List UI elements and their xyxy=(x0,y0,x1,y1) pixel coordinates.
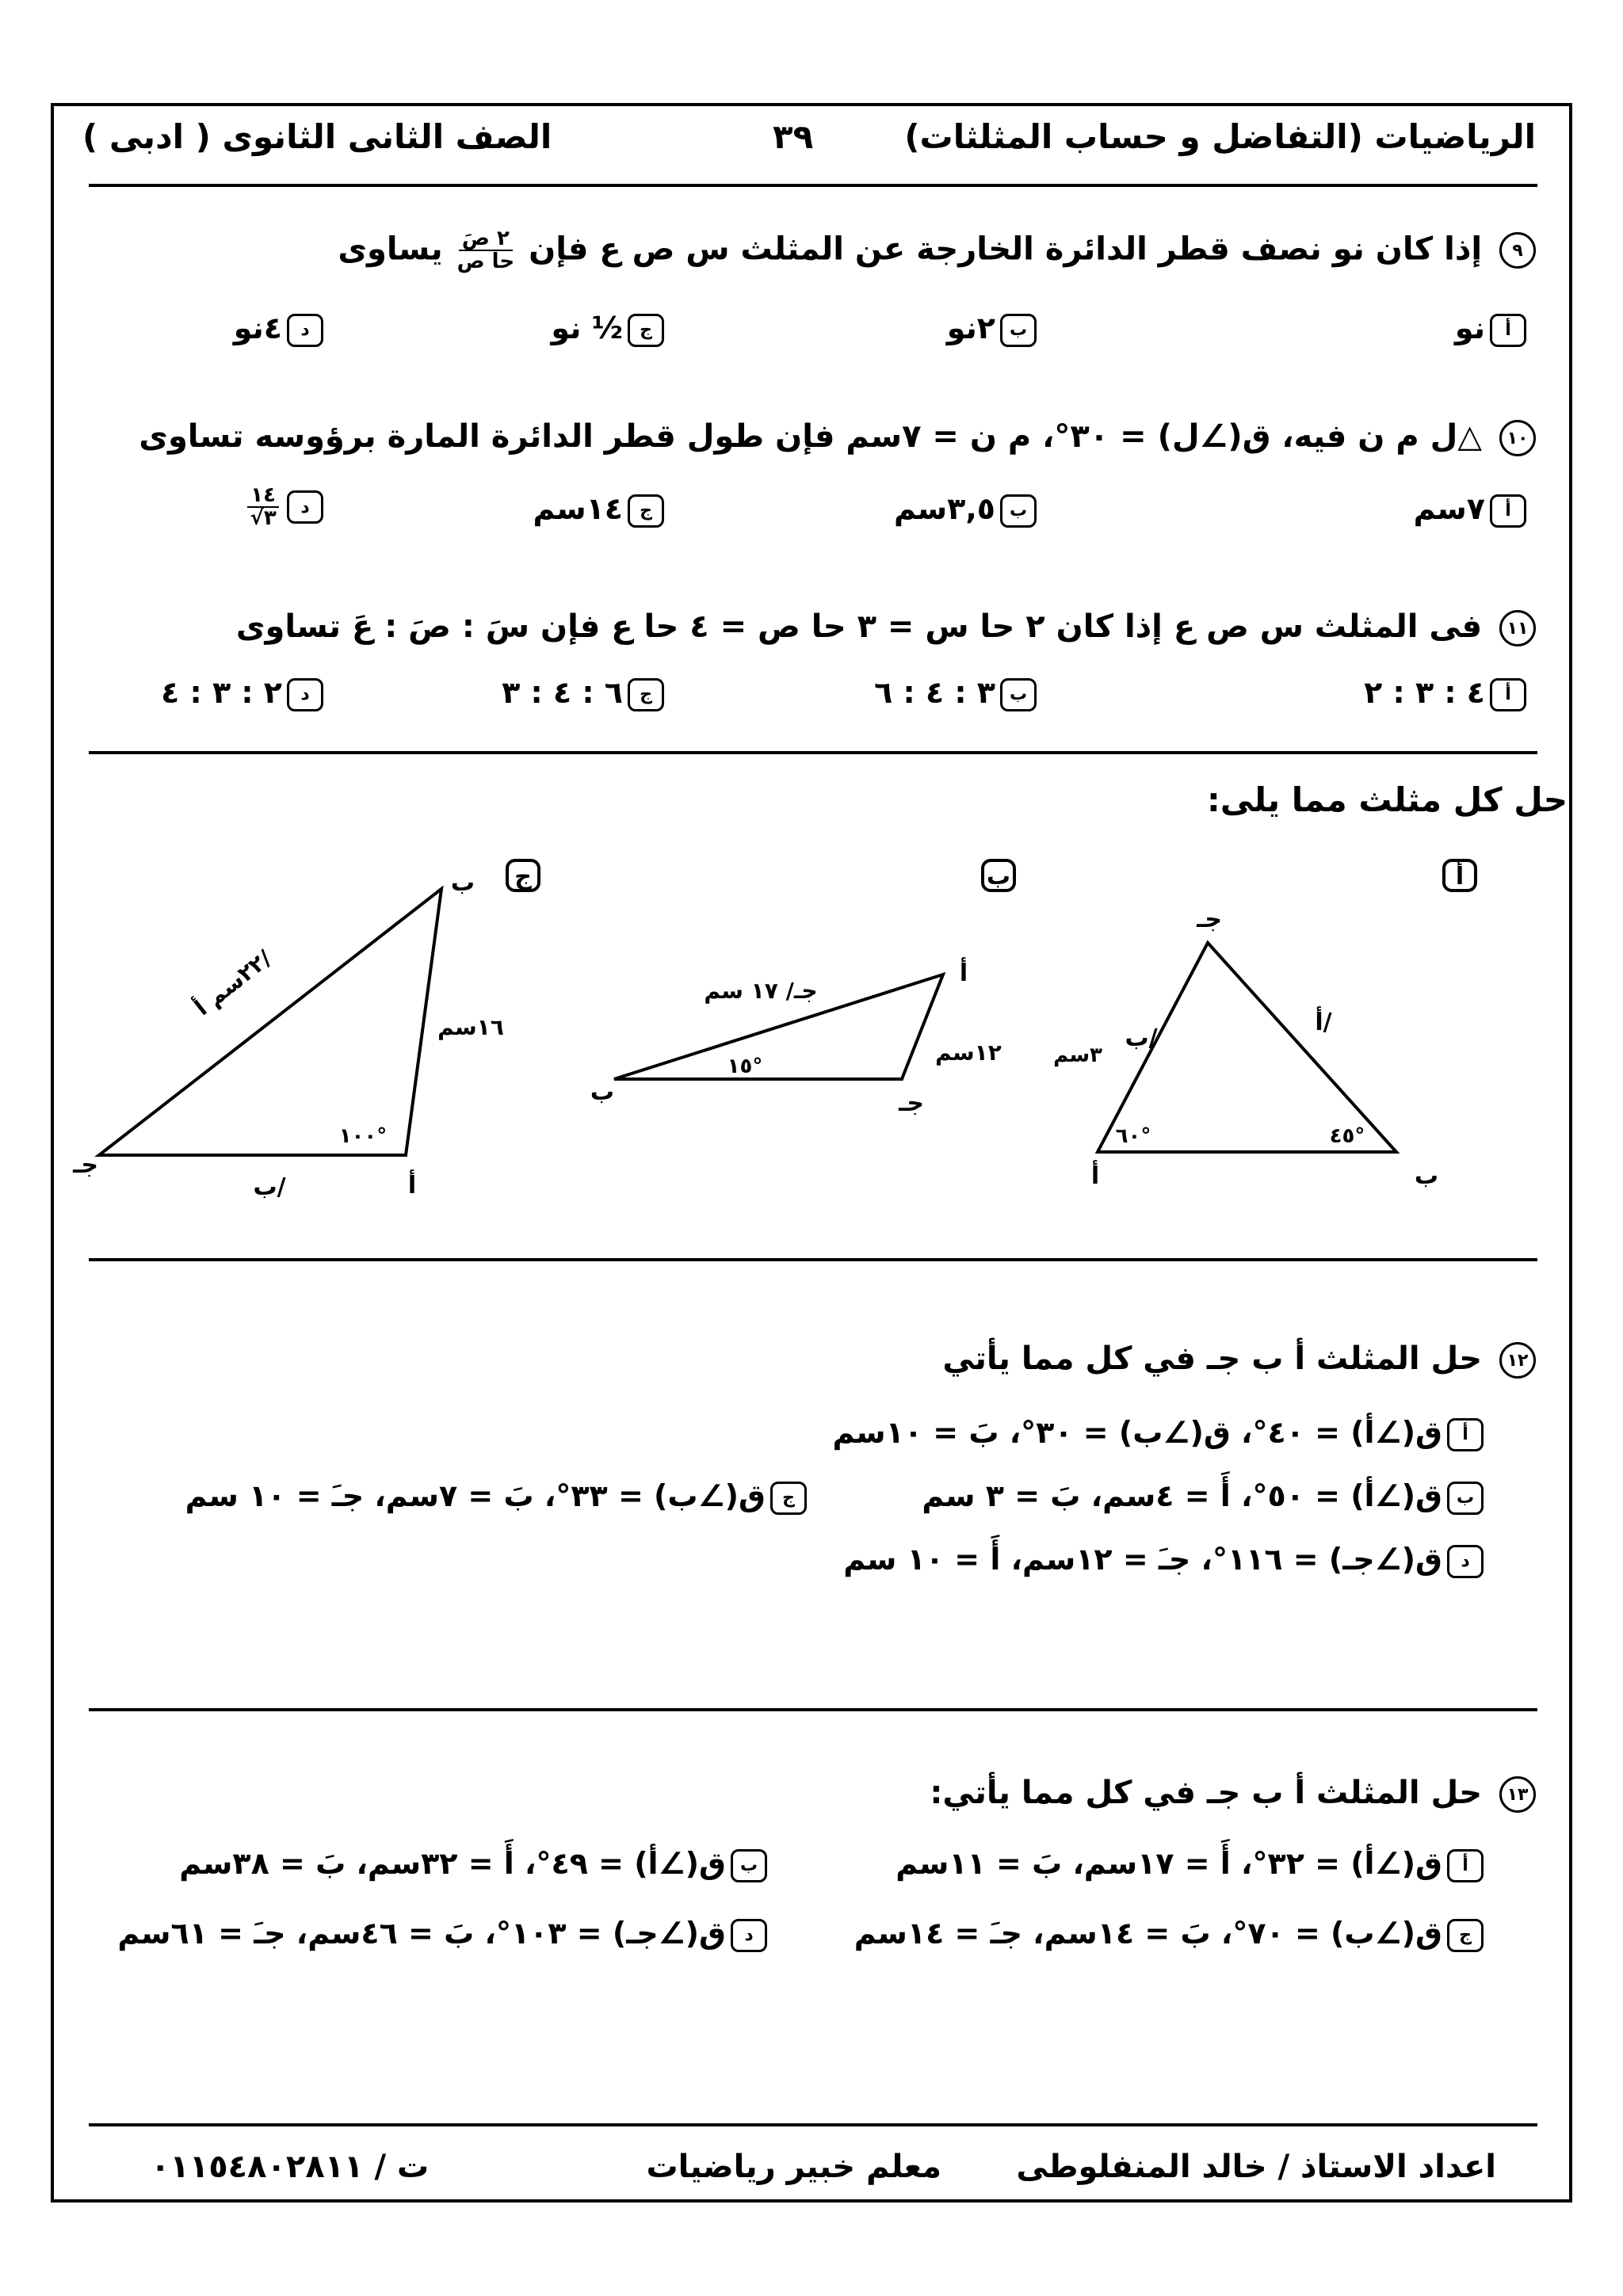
option-label: د xyxy=(287,678,323,711)
option-label: د xyxy=(287,314,323,347)
tri-b-angle: ١٥° xyxy=(727,1055,763,1078)
footer-divider xyxy=(89,2123,1537,2126)
tri-a-vertex-top: جـ xyxy=(1197,906,1222,933)
option-label: ب xyxy=(1000,494,1037,528)
footer-author: اعداد الاستاذ / خالد المنفلوطى xyxy=(1016,2149,1496,2185)
question-text: △ل م ن فيه، ق(∠ل) = ٣٠°، م ن = ٧سم فإن طول قطر الدائرة المارة برؤوسه تساوى xyxy=(139,418,1483,455)
fraction-numerator: ٢ صَ xyxy=(459,228,513,251)
part-text: ق(∠أ) = ٥٠°، أَ = ٤سم، بَ = ٣ سم xyxy=(922,1478,1442,1513)
header-grade: الصف الثانى الثانوى ( ادبى ) xyxy=(82,117,552,156)
option-text: ٣ : ٤ : ٦ xyxy=(874,675,995,710)
part-label: د xyxy=(731,1919,767,1952)
q11-option-c[interactable] xyxy=(502,675,664,711)
tri-a-side-left: ب/ xyxy=(1125,1024,1158,1052)
option-text: ½ نو xyxy=(551,311,623,345)
question-text: فى المثلث س ص ع إذا كان ٢ حا س = ٣ حا ص = ٤ حا ع فإن سَ : صَ : عَ تساوى xyxy=(235,608,1483,645)
question-title: حل المثلث أ ب جـ في كل مما يأتي: xyxy=(930,1775,1483,1811)
header-subject: الرياضيات (التفاضل و حساب المثلثات) xyxy=(904,117,1536,156)
part-label: أ xyxy=(1447,1418,1484,1451)
tri-a-vertex-right: ب xyxy=(1414,1162,1439,1190)
q9-option-b[interactable] xyxy=(947,311,1037,347)
label-a: أ xyxy=(1455,863,1465,891)
question-11 xyxy=(236,608,1536,646)
part-label: ج xyxy=(770,1482,807,1515)
q13-part-a xyxy=(896,1846,1484,1882)
question-number: ١٣ xyxy=(1499,1776,1536,1813)
question-number: ٩ xyxy=(1499,232,1536,269)
tri-c-vertex-top: ب xyxy=(450,869,475,897)
q11-option-a[interactable] xyxy=(1364,675,1526,711)
question-13 xyxy=(930,1775,1536,1813)
option-label: أ xyxy=(1490,314,1526,347)
q10-option-a[interactable] xyxy=(1414,491,1526,528)
option-text: ٢نو xyxy=(946,311,995,345)
tri-b-vertex-right: أ xyxy=(959,959,968,987)
triangles-title: حل كل مثلث مما يلى: xyxy=(1206,780,1568,819)
tri-b-side-top: جـ/ ١٧ سم xyxy=(704,978,818,1004)
section-divider xyxy=(89,1258,1537,1261)
triangle-c xyxy=(99,889,441,1155)
part-text: ق(∠ب) = ٧٠°، بَ = ١٤سم، جـَ = ١٤سم xyxy=(854,1916,1442,1951)
tri-c-side-bottom: ب/ xyxy=(253,1173,286,1201)
tri-c-vertex-right: أ xyxy=(407,1172,417,1199)
section-divider xyxy=(89,751,1537,754)
option-label: ب xyxy=(1000,314,1037,347)
tri-a-vertex-left: أ xyxy=(1090,1162,1100,1190)
tri-a-angle-left: ٦٠° xyxy=(1115,1124,1151,1148)
question-number: ١٠ xyxy=(1499,420,1536,456)
q10-option-c[interactable] xyxy=(533,491,664,528)
page-number: ٣٩ xyxy=(773,117,814,156)
q12-part-d xyxy=(843,1542,1484,1578)
question-number: ١١ xyxy=(1499,610,1536,646)
fraction xyxy=(247,485,279,530)
q12-part-b xyxy=(922,1478,1484,1515)
part-label: د xyxy=(1447,1545,1484,1578)
question-title: حل المثلث أ ب جـ في كل مما يأتي xyxy=(942,1341,1483,1377)
option-text: ١٤سم xyxy=(533,491,623,526)
option-text: ٢ : ٣ : ٤ xyxy=(161,675,282,710)
option-label: ج xyxy=(628,314,664,347)
tri-c-side-hyp: ٢٢سم أ/ xyxy=(189,944,277,1021)
q12-part-c xyxy=(185,1478,807,1515)
tri-a-angle-right: ٤٥° xyxy=(1329,1124,1365,1148)
option-label: ج xyxy=(628,678,664,711)
tri-a-side-right: أ/ xyxy=(1315,1009,1332,1036)
question-12 xyxy=(942,1341,1536,1379)
option-label: ج xyxy=(628,494,664,528)
fraction-numerator: ١٤ xyxy=(247,485,279,508)
question-text-end: يساوى xyxy=(338,231,443,268)
fraction xyxy=(457,228,515,273)
option-text: ٦ : ٤ : ٣ xyxy=(502,675,623,710)
fraction-denominator: ٣√ xyxy=(250,506,277,531)
question-number: ١٢ xyxy=(1499,1342,1536,1379)
header-divider xyxy=(89,184,1537,187)
option-text: نو xyxy=(1454,311,1485,345)
option-label: د xyxy=(287,490,323,524)
question-text: إذا كان نو نصف قطر الدائرة الخارجة عن المثلث س ص ع فإن xyxy=(529,231,1483,268)
part-text: ق(∠جـ) = ١١٦°، جـَ = ١٢سم، أَ = ١٠ سم xyxy=(843,1542,1442,1577)
q9-option-c[interactable] xyxy=(551,311,664,347)
part-text: ق(∠أ) = ٤٩°، أَ = ٣٢سم، بَ = ٣٨سم xyxy=(179,1846,726,1881)
part-text: ق(∠ب) = ٣٣°، بَ = ٧سم، جـَ = ١٠ سم xyxy=(185,1478,766,1513)
part-text: ق(∠جـ) = ١٠٣°، بَ = ٤٦سم، جـَ = ٦١سم xyxy=(117,1916,726,1951)
tri-c-vertex-left: جـ xyxy=(73,1151,98,1179)
part-text: ق(∠أ) = ٣٢°، أَ = ١٧سم، بَ = ١١سم xyxy=(896,1846,1442,1881)
part-label: أ xyxy=(1447,1849,1484,1882)
q10-option-d[interactable] xyxy=(244,485,323,530)
triangles-figure xyxy=(0,856,1623,1236)
q10-option-b[interactable] xyxy=(894,491,1037,528)
option-text: ٤نو xyxy=(233,311,282,345)
tri-a-side-left-unit: ٣سم xyxy=(1053,1043,1102,1067)
fraction-denominator: حا ص xyxy=(456,250,515,274)
option-label: أ xyxy=(1490,678,1526,711)
footer-phone: ت / ٠١١٥٤٨٠٢٨١١ xyxy=(151,2149,430,2185)
label-c: ج xyxy=(514,863,532,891)
label-b: ب xyxy=(986,863,1011,891)
section-divider xyxy=(89,1708,1537,1711)
question-10 xyxy=(139,418,1536,456)
q11-option-b[interactable] xyxy=(874,675,1037,711)
tri-c-angle: ١٠٠° xyxy=(338,1124,388,1148)
question-9 xyxy=(338,228,1536,273)
q9-option-d[interactable] xyxy=(234,311,323,347)
tri-b-side-short: ١٢سم xyxy=(935,1039,1002,1066)
footer-role: معلم خبير رياضيات xyxy=(646,2149,941,2185)
q11-option-d[interactable] xyxy=(161,675,323,711)
part-label: ب xyxy=(731,1849,767,1882)
part-label: ج xyxy=(1447,1919,1484,1952)
q12-part-a xyxy=(832,1415,1484,1451)
q9-option-a[interactable] xyxy=(1455,311,1526,347)
option-label: ب xyxy=(1000,678,1037,711)
tri-b-vertex-left: ب xyxy=(590,1078,615,1106)
option-text: ٤ : ٣ : ٢ xyxy=(1364,675,1485,710)
q13-part-c xyxy=(854,1916,1484,1952)
option-label: أ xyxy=(1490,494,1526,528)
part-text: ق(∠أ) = ٤٠°، ق(∠ب) = ٣٠°، بَ = ١٠سم xyxy=(832,1415,1442,1450)
q13-part-b xyxy=(179,1846,767,1882)
tri-c-side-right: ١٦سم xyxy=(437,1014,504,1040)
option-text: ٧سم xyxy=(1413,491,1485,526)
option-text: ٣,٥سم xyxy=(894,491,995,526)
part-label: ب xyxy=(1447,1482,1484,1515)
tri-b-vertex-mid: جـ xyxy=(899,1089,924,1117)
q13-part-d xyxy=(117,1916,767,1952)
